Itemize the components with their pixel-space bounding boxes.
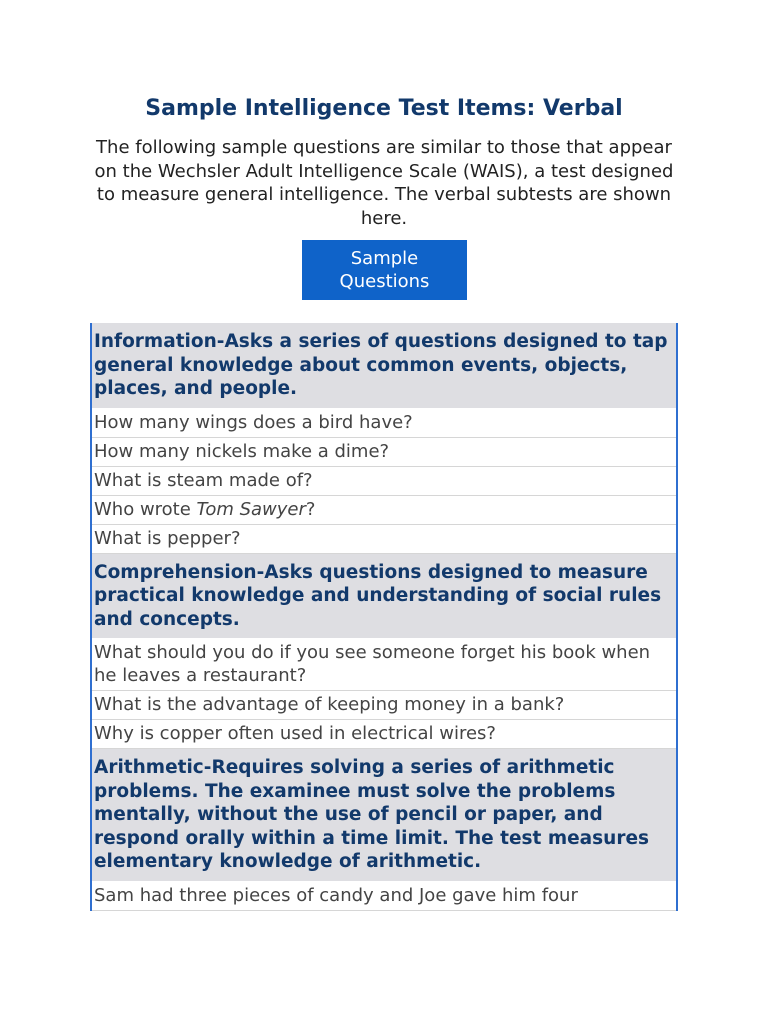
question-row: What is steam made of?: [92, 467, 676, 496]
question-text-before: Who wrote: [94, 498, 197, 520]
question-row: Sam had three pieces of candy and Joe gave him four: [92, 882, 676, 911]
section-header-comprehension: Comprehension-Asks questions designed to measure practical knowledge and understanding of social rules and concepts.: [92, 554, 676, 640]
intro-paragraph: The following sample questions are similar to those that appear on the Wechsler Adult Intelligence Scale (WAIS), a test designed to measure general intelligence. The verbal subtests are shown here.: [94, 137, 674, 229]
question-row: What is the advantage of keeping money in a bank?: [92, 691, 676, 720]
questions-table: [90, 323, 678, 911]
book-title: Tom Sawyer: [196, 498, 306, 520]
question-row: How many wings does a bird have?: [92, 409, 676, 438]
question-row: How many nickels make a dime?: [92, 438, 676, 467]
section-header-information: Information-Asks a series of questions designed to tap general knowledge about common events, objects, places, and people.: [92, 323, 676, 409]
question-row: What should you do if you see someone forget his book when he leaves a restaurant?: [92, 639, 676, 691]
question-row: Why is copper often used in electrical wires?: [92, 720, 676, 749]
question-row: What is pepper?: [92, 525, 676, 554]
page-title: Sample Intelligence Test Items: Verbal: [145, 96, 623, 121]
question-text-after: ?: [305, 498, 316, 520]
section-header-arithmetic: Arithmetic-Requires solving a series of arithmetic problems. The examinee must solve the problems mentally, without the use of pencil or paper, and respond orally within a time limit. The test measures elementary knowledge of arithmetic.: [92, 749, 676, 882]
question-row: [92, 496, 676, 525]
sample-questions-button[interactable]: Sample Questions: [302, 240, 467, 300]
